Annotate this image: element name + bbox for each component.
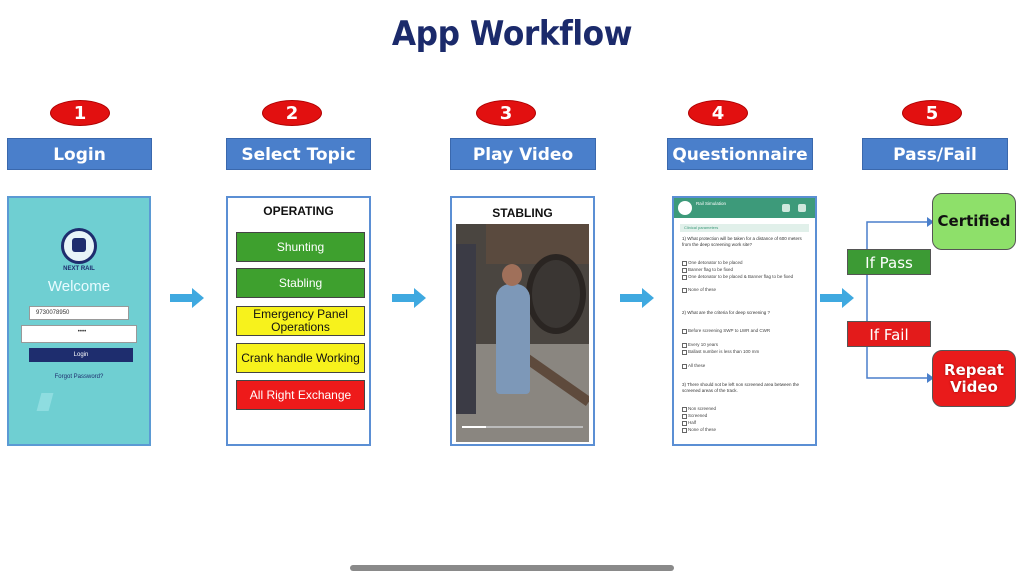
if-fail-label: If Fail (847, 321, 931, 347)
arrow-right-icon (170, 288, 206, 308)
login-brand: NEXT RAIL (63, 266, 95, 272)
question-1: 1) What protection will be taken for a distance of 600 meters from the deep screening work site? (682, 236, 802, 247)
step-1-number: 1 (50, 100, 110, 126)
q3-option-1[interactable]: Non screened (682, 406, 808, 412)
questionnaire-screen (672, 196, 817, 446)
quiz-section: Clinical parameters (680, 224, 809, 232)
quiz-app-title: Rail Simulation (696, 201, 727, 206)
page-title: App Workflow (391, 14, 633, 54)
video-progress-fill (462, 426, 486, 428)
q1-option-3[interactable]: One detonator to be placed & Banner flag to be fixed (682, 274, 808, 280)
q2-option-3[interactable]: Ballast number is less than 100 mm (682, 349, 808, 355)
question-2: 2) What are the criteria for deep screening ? (682, 310, 771, 315)
q2-option-4[interactable]: All these (682, 363, 808, 369)
login-button[interactable]: Login (29, 348, 133, 362)
user-icon[interactable] (782, 204, 790, 212)
forgot-password-link[interactable]: Forgot Password? (54, 374, 104, 380)
topic-shunting[interactable]: Shunting (236, 232, 365, 262)
step-5-label: Pass/Fail (862, 138, 1008, 170)
branch-connector (855, 210, 935, 385)
q1-option-2[interactable]: Banner flag to be fixed (682, 267, 808, 273)
step-3-label: Play Video (450, 138, 596, 170)
step-2-number: 2 (262, 100, 322, 126)
rail-logo-icon (61, 228, 97, 264)
topic-screen (226, 196, 371, 446)
quiz-header (674, 198, 815, 218)
if-pass-label: If Pass (847, 249, 931, 275)
arrow-right-icon (820, 288, 856, 308)
video-heading: STABLING (492, 206, 553, 220)
video-person-head (502, 264, 522, 286)
menu-icon[interactable] (798, 204, 806, 212)
q1-option-4[interactable]: None of these (682, 287, 808, 293)
question-3: 3) There should not be left non screened area between the screened areas of the track. (682, 382, 799, 393)
step-4-label: Questionnaire (667, 138, 813, 170)
step-1-label: Login (7, 138, 152, 170)
topic-emergency-panel[interactable]: Emergency Panel Operations (236, 306, 365, 336)
topic-heading: OPERATING (263, 204, 334, 218)
home-indicator[interactable] (350, 565, 674, 571)
password-field[interactable]: •••• (21, 325, 137, 343)
q3-option-3[interactable]: Half (682, 420, 808, 426)
video-train-body (486, 224, 589, 264)
q2-option-1[interactable]: Before screening SWP to LWR and CWR (682, 328, 808, 334)
q2-option-2[interactable]: Every 10 years (682, 342, 808, 348)
login-screen (7, 196, 151, 446)
decorative-shape (37, 393, 54, 411)
video-player[interactable] (456, 224, 589, 442)
certified-badge: Certified (932, 193, 1016, 250)
video-wheel (526, 254, 586, 334)
phone-field[interactable]: 9730078950 (29, 306, 129, 320)
video-screen (450, 196, 595, 446)
arrow-right-icon (392, 288, 428, 308)
video-person (496, 284, 530, 394)
app-logo-icon (678, 201, 692, 215)
welcome-text: Welcome (47, 278, 111, 295)
step-3-number: 3 (476, 100, 536, 126)
step-5-number: 5 (902, 100, 962, 126)
arrow-right-icon (620, 288, 656, 308)
topic-crank-handle[interactable]: Crank handle Working (236, 343, 365, 373)
q3-option-2[interactable]: Screened (682, 413, 808, 419)
step-4-number: 4 (688, 100, 748, 126)
topic-all-right-exchange[interactable]: All Right Exchange (236, 380, 365, 410)
repeat-video-badge: Repeat Video (932, 350, 1016, 407)
q3-option-4[interactable]: None of these (682, 427, 808, 433)
topic-stabling[interactable]: Stabling (236, 268, 365, 298)
video-person-standing (456, 244, 476, 414)
q1-option-1[interactable]: One detonator to be placed (682, 260, 808, 266)
step-2-label: Select Topic (226, 138, 371, 170)
